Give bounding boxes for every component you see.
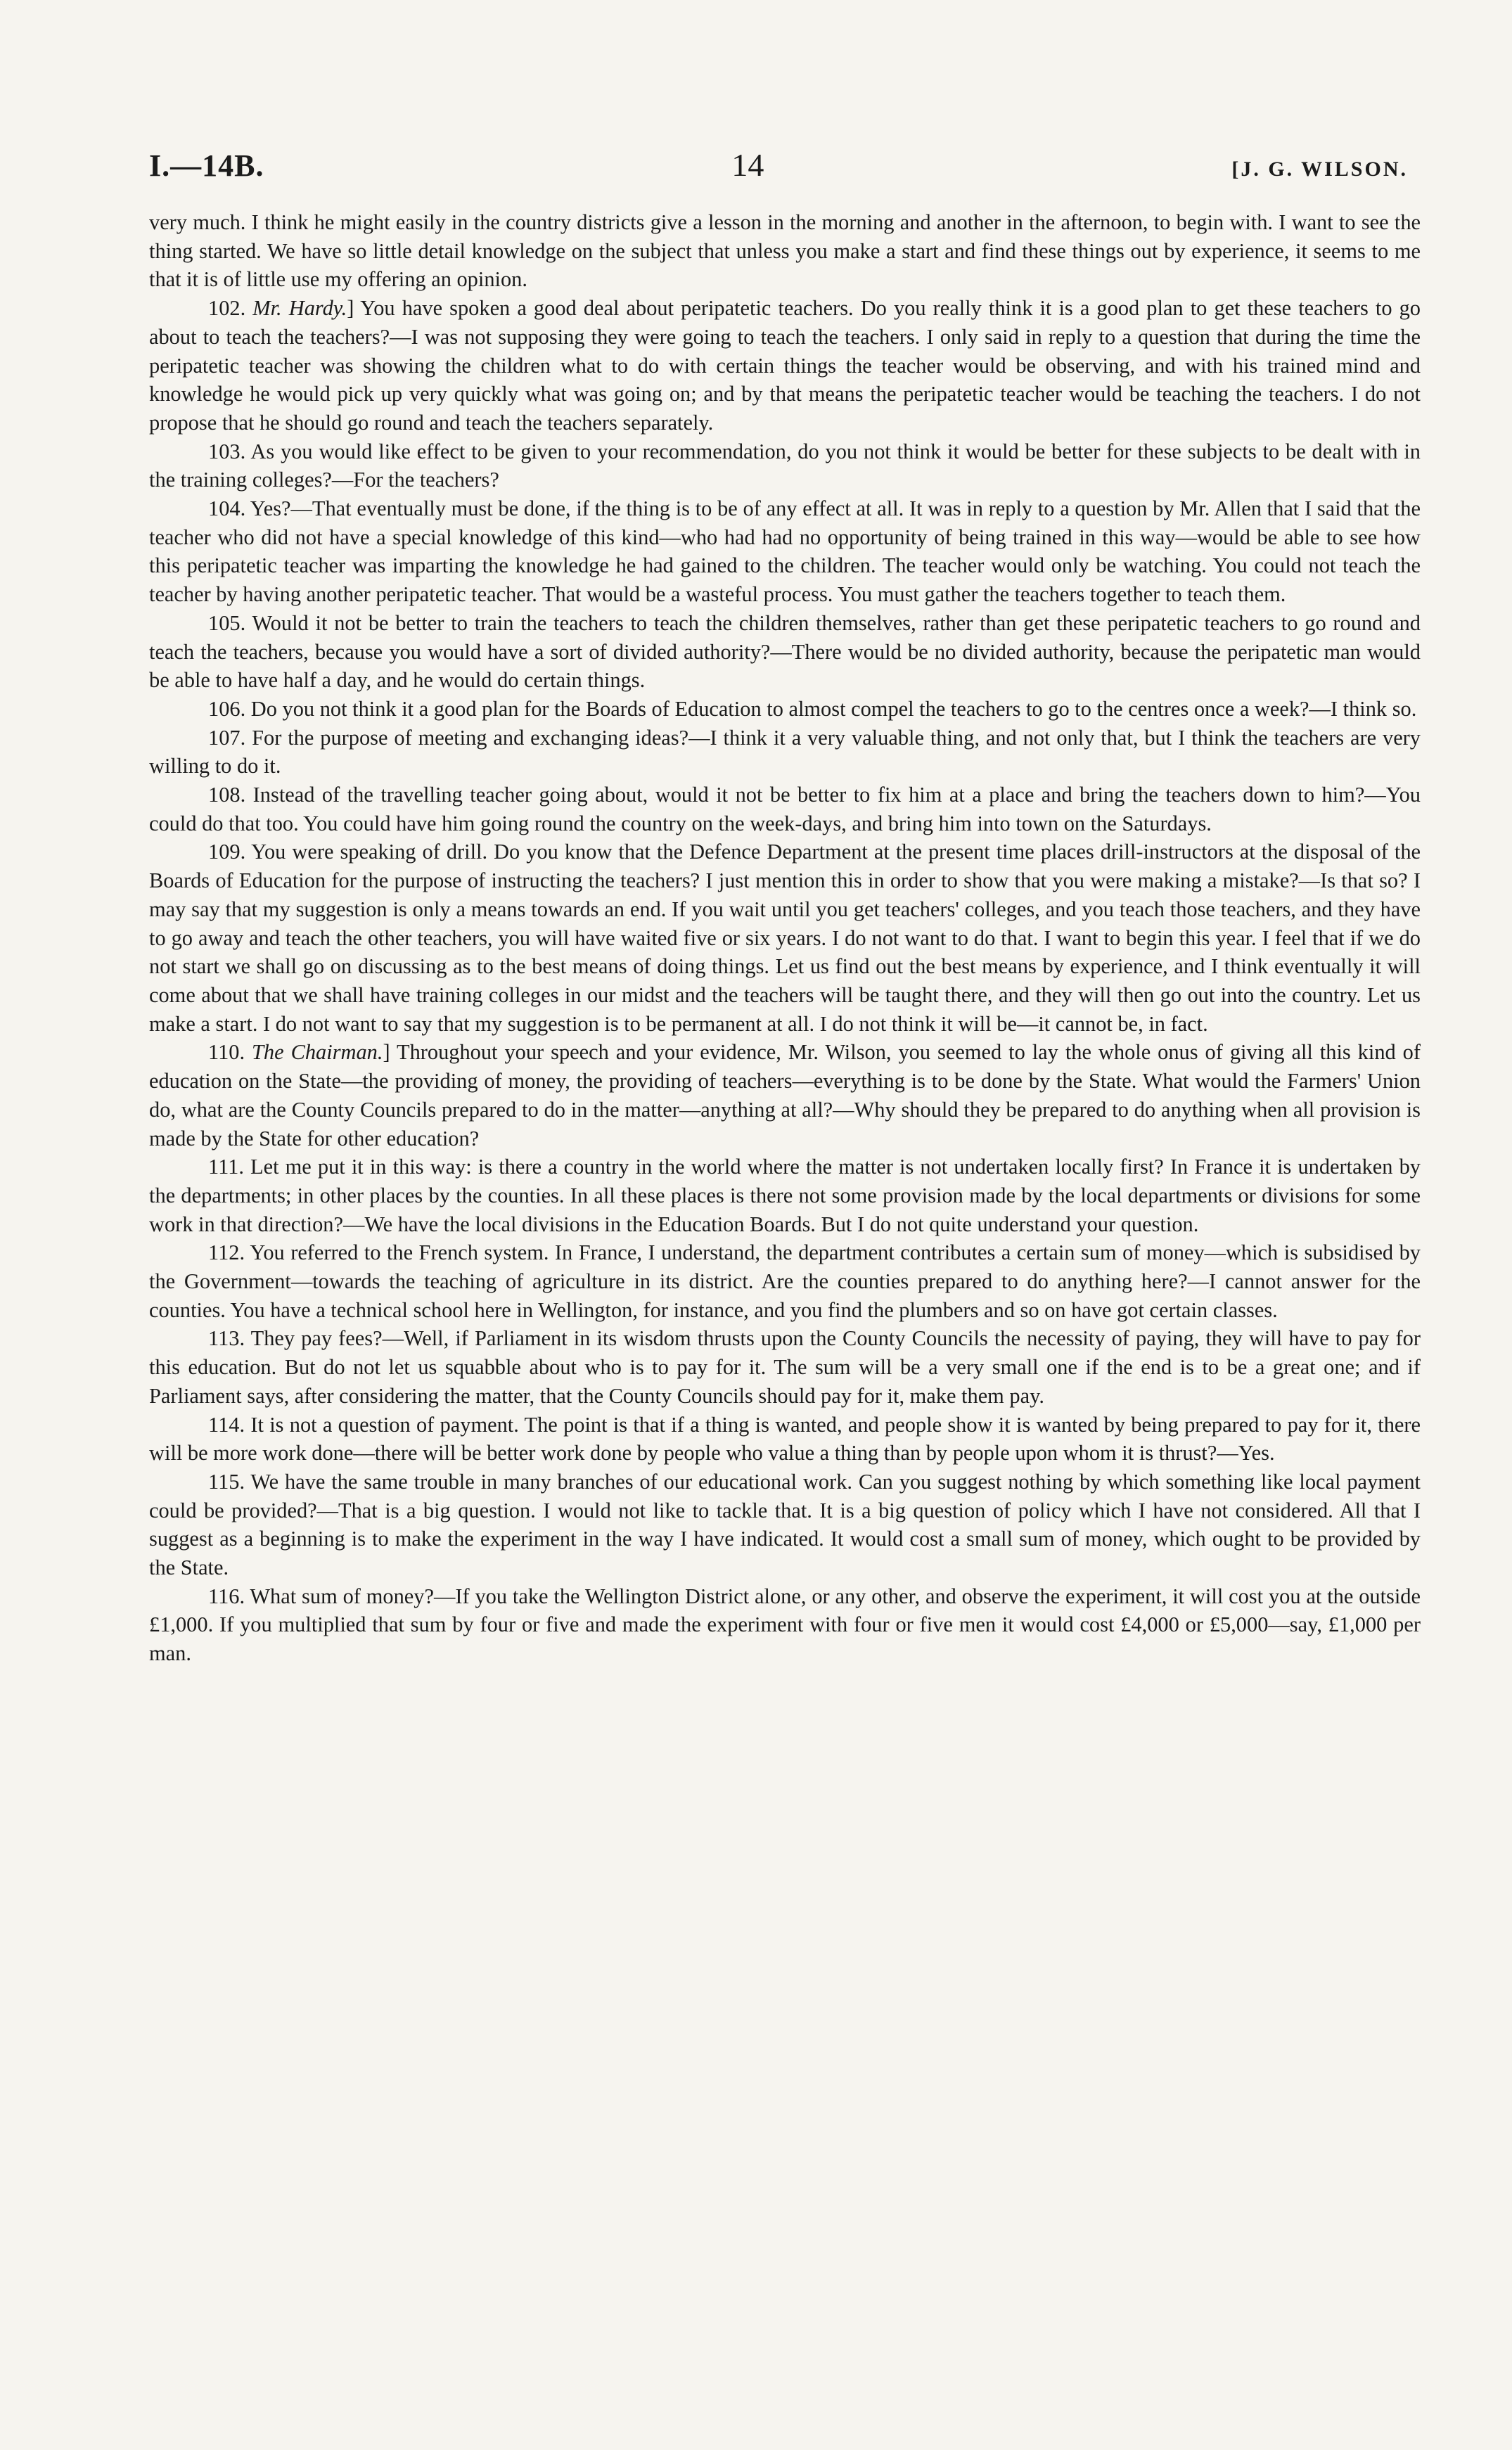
paragraph-text: You have spoken a good deal about peripatetic teachers. Do you really think it is a good plan to get these teachers to go about to teach the teachers?—I was not supposing they were going to teach the teachers. I only said in reply to a question that during the time the peripatetic teacher was showing the children what to do with certain things the teacher would be observing, and with his trained mind and knowledge he would pick up very quickly what was going on; and by that means the peripatetic teacher would be teaching the teachers. I do not propose that he should go round and teach the teachers separately. — [149, 296, 1421, 435]
paragraph-text: Instead of the travelling teacher going about, would it not be better to fix him at a place and bring the teachers down to him?—You could do that too. You could have him going round the country on the week-days, and bring him into town on the Saturdays. — [149, 783, 1421, 835]
question-paragraph — [149, 1153, 1421, 1238]
question-paragraph — [149, 1411, 1421, 1468]
question-number: 110. — [208, 1040, 252, 1065]
question-number: 114. — [208, 1412, 251, 1437]
question-number: 105. — [208, 610, 252, 635]
question-paragraph — [149, 609, 1421, 695]
question-number: 115. — [208, 1469, 251, 1494]
question-number: 112. — [208, 1240, 250, 1265]
paragraph-text: It is not a question of payment. The point is that if a thing is wanted, and people show it is wanted by being prepared to pay for it, there will be more work done—there will be better work done by people who value a thing than by people upon whom it is thrust?—Yes. — [149, 1412, 1421, 1465]
question-number: 113. — [208, 1326, 251, 1351]
paragraph-text: very much. I think he might easily in the country districts give a lesson in the morning and another in the afternoon, to begin with. I want to see the thing started. We have so little detail knowledge on the subject that unless you make a start and find these things out by experience, it seems to me that it is of little use my offering an opinion. — [149, 210, 1421, 292]
question-number: 103. — [208, 439, 251, 463]
paragraph-text: Would it not be better to train the teachers to teach the children themselves, rather than get these peripatetic teachers to go round and teach the teachers, because you would have a sort of divided authority?—There would be no divided authority, because the peripatetic man would be able to have half a day, and he would do certain things. — [149, 610, 1421, 693]
question-paragraph: 102. Mr. Hardy.] You have spoken a good deal about peripatetic teachers. Do you really think it is a good plan to get these teachers to go about to teach the teachers?—I was not supposing they were going to teach the teachers. I only said in reply to a question that during the time the peripatetic teacher was showing the children what to do with certain things the teacher would be observing, and with his trained mind and knowledge he would pick up very quickly what was going on; and by that means the peripatetic teacher would be teaching the teachers. I do not propose that he should go round and teach the teachers separately. — [149, 296, 1421, 435]
question-number: 106. — [208, 696, 251, 721]
page-number: 14 — [731, 147, 764, 183]
question-paragraph — [149, 1582, 1421, 1668]
paragraph-text: Yes?—That eventually must be done, if the thing is to be of any effect at all. It was in reply to a question by Mr. Allen that I said that the teacher who did not have a special knowledge of this kind—who had had no opportunity of being trained in this way—would be able to see how this peripatetic teacher was imparting the knowledge he had gained to the children. The teacher would only be watching. You could not teach the teacher by having another peripatetic teacher. That would be a wasteful process. You must gather the teachers together to teach them. — [149, 496, 1421, 607]
question-number: 111. — [208, 1155, 251, 1179]
document-reference: I.—14B. — [149, 148, 264, 183]
question-paragraph — [149, 781, 1421, 838]
question-paragraph — [149, 1238, 1421, 1324]
paragraph-text: You were speaking of drill. Do you know that the Defence Department at the present time places drill-instructors at the disposal of the Boards of Education for the purpose of instructing the teachers? I just mention this in order to show that you were making a mistake?—Is that so? I may say that my suggestion is only a means towards an end. If you wait until you get teachers' colleges, and you teach those teachers, and they have to go away and teach the other teachers, you will have waited five or six years. I do not want to do that. I want to begin this year. I feel that if we do not start we shall go on discussing as to the best means of doing things. Let us find out the best means by experience, and I think eventually it will come about that we shall have training colleges in our midst and the teachers will be taught there, and they will then go out into the country. Let us make a start. I do not want to say that my suggestion is to be permanent at all. I do not think it will be—it cannot be, in fact. — [149, 840, 1421, 1036]
question-number: 109. — [208, 840, 252, 864]
paragraph-text: Do you not think it a good plan for the Boards of Education to almost compel the teachers to go to the centres once a week?—I think so. — [250, 696, 1417, 721]
question-paragraph — [149, 838, 1421, 1038]
witness-name: [J. G. WILSON. — [1231, 158, 1408, 181]
question-paragraph — [149, 724, 1421, 781]
paragraph-text: We have the same trouble in many branches of our educational work. Can you suggest nothing by which something like local payment could be provided?—That is a big question. I would not like to tackle that. It is a big question of policy which I have not considered. All that I suggest as a beginning is to make the experiment in the way I have indicated. It would cost a small sum of money, which ought to be provided by the State. — [149, 1469, 1421, 1580]
speaker-name: Mr. Hardy. — [252, 296, 347, 321]
speaker-name: The Chairman. — [252, 1040, 383, 1065]
paragraph-text: Let me put it in this way: is there a country in the world where the matter is not undertaken locally first? In France it is undertaken by the departments; in other places by the counties. In all these places is there not some provision made by the local departments or divisions for some work in that direction?—We have the local divisions in the Education Boards. But I do not quite understand your question. — [149, 1155, 1421, 1236]
question-paragraph — [149, 1324, 1421, 1410]
paragraph-text: What sum of money?—If you take the Wellington District alone, or any other, and observe the experiment, it will cost you at the outside £1,000. If you multiplied that sum by four or five and made the experiment with four or five men it would cost £4,000 or £5,000—say, £1,000 per man. — [149, 1584, 1421, 1666]
paragraph-text: For the purpose of meeting and exchanging ideas?—I think it a very valuable thing, and not only that, but I think the teachers are very willing to do it. — [149, 725, 1421, 778]
paragraph-text: You referred to the French system. In France, I understand, the department contributes a certain sum of money—which is subsidised by the Government—towards the teaching of agriculture in its district. Are the counties prepared to do anything here?—I cannot answer for the counties. You have a technical school here in Wellington, for instance, and you find the plumbers and so on have got certain classes. — [149, 1240, 1421, 1322]
question-number: 102. — [208, 296, 253, 321]
question-paragraph — [149, 208, 1421, 294]
question-paragraph: 110. The Chairman.] Throughout your speech and your evidence, Mr. Wilson, you seemed to lay the whole onus of giving all this kind of education on the State—the providing of money, the providing of teachers—everything is to be done by the State. What would the Farmers' Union do, what are the County Councils prepared to do in the matter—anything at all?—Why should they be prepared to do anything when all provision is made by the State for other education? — [149, 1040, 1421, 1150]
paragraph-text: As you would like effect to be given to your recommendation, do you not think it would be better for these subjects to be dealt with in the training colleges?—For the teachers? — [149, 439, 1421, 492]
paragraph-text: They pay fees?—Well, if Parliament in its wisdom thrusts upon the County Councils the necessity of paying, they will have to pay for this education. But do not let us squabble about who is to pay for it. The sum will be a very small one if the end is to be a great one; and if Parliament says, after considering the matter, that the County Councils should pay for it, make them pay. — [149, 1326, 1421, 1408]
question-number: 107. — [208, 725, 252, 750]
question-paragraph — [149, 695, 1421, 724]
page-header — [149, 146, 1408, 184]
question-number: 108. — [208, 783, 253, 807]
question-number: 104. — [208, 496, 250, 521]
question-paragraph — [149, 437, 1421, 494]
question-paragraph — [149, 1468, 1421, 1582]
question-paragraph — [149, 494, 1421, 609]
document-body — [149, 208, 1421, 1668]
paragraph-text: Throughout your speech and your evidence, Mr. Wilson, you seemed to lay the whole onus of giving all this kind of education on the State—the providing of money, the providing of teachers—everything is to be done by the State. What would the Farmers' Union do, what are the County Councils prepared to do in the matter—anything at all?—Why should they be prepared to do anything when all provision is made by the State for other education? — [149, 1040, 1421, 1150]
question-number: 116. — [208, 1584, 250, 1608]
